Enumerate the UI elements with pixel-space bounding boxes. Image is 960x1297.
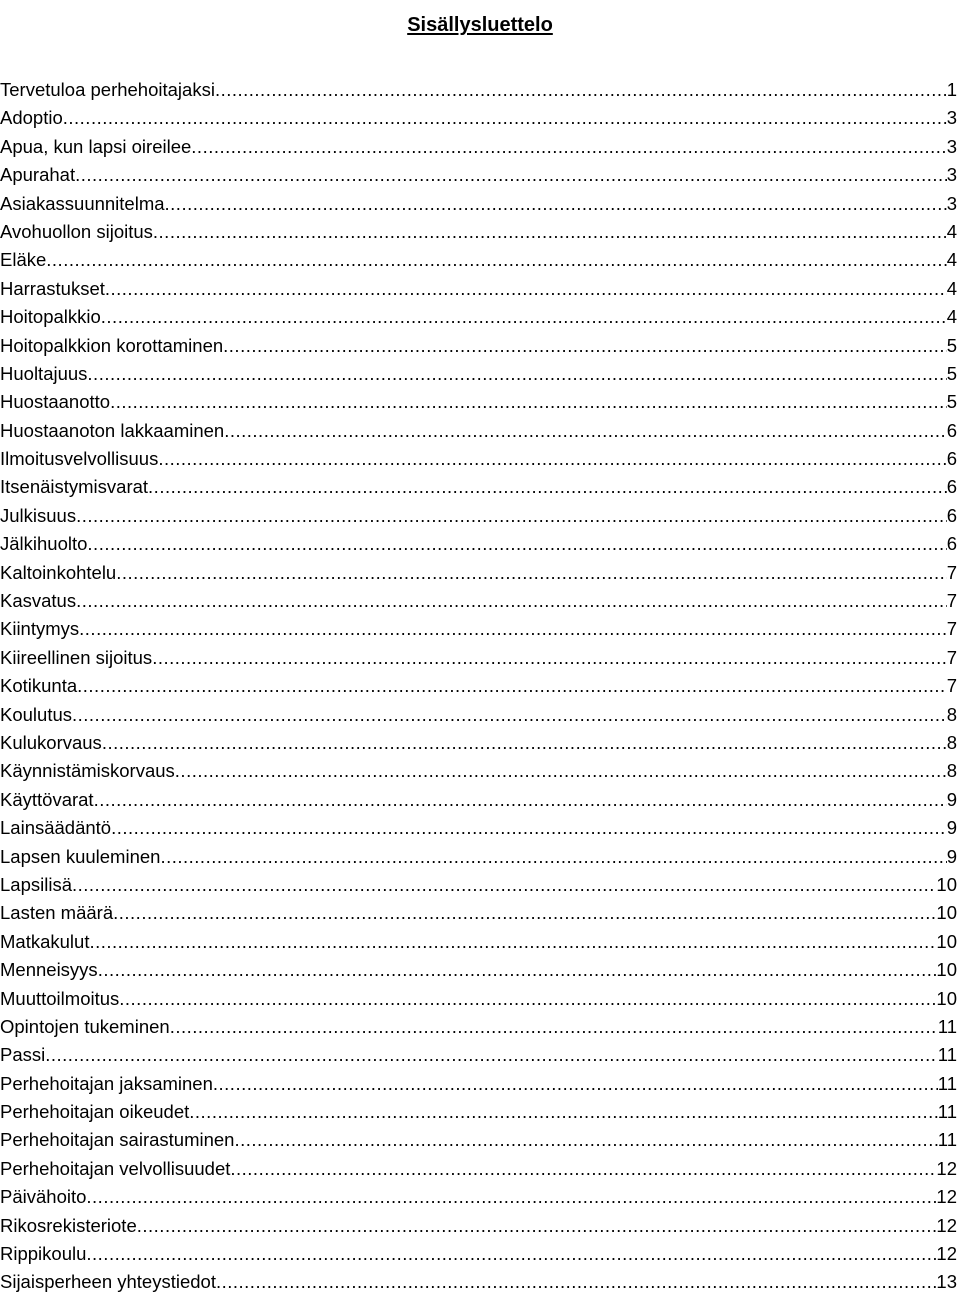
toc-entry-page-number: 12: [936, 1157, 957, 1179]
toc-entry-page-number: 11: [937, 1015, 957, 1037]
toc-entry-label: Perhehoitajan oikeudet: [0, 1101, 190, 1123]
toc-entry-page-number: 12: [936, 1186, 957, 1208]
toc-entry-page-number: 10: [936, 987, 957, 1009]
toc-entry-page-number: 10: [936, 902, 957, 924]
toc-entry[interactable]: [0, 1212, 957, 1240]
toc-dot-leader: [170, 1013, 938, 1041]
toc-dot-leader: [98, 956, 937, 984]
toc-entry-page-number: 10: [936, 930, 957, 952]
toc-entry[interactable]: [0, 786, 957, 814]
toc-entry-page-number: 13: [936, 1271, 957, 1293]
toc-entry-page-number: 12: [936, 1243, 957, 1265]
toc-dot-leader: [76, 502, 947, 530]
toc-entry-label: Avohuollon sijoitus: [0, 220, 153, 242]
toc-entry-label: Huoltajuus: [0, 362, 88, 384]
toc-entry-page-number: 1: [946, 79, 957, 100]
toc-dot-leader: [76, 587, 947, 615]
toc-entry-page-number: 8: [946, 760, 957, 782]
toc-entry[interactable]: [0, 388, 957, 416]
toc-entry[interactable]: [0, 473, 957, 501]
table-of-contents: [0, 76, 957, 1297]
toc-entry-label: Ilmoitusvelvollisuus: [0, 448, 159, 470]
toc-entry-page-number: 11: [937, 1072, 957, 1094]
toc-dot-leader: [94, 786, 947, 814]
toc-dot-leader: [63, 104, 947, 132]
toc-entry-label: Lainsäädäntö: [0, 817, 112, 839]
toc-entry-label: Apurahat: [0, 164, 76, 186]
toc-entry-page-number: 6: [946, 448, 957, 470]
toc-entry-label: Asiakassuunnitelma: [0, 192, 165, 214]
toc-entry-label: Adoptio: [0, 107, 63, 129]
toc-entry[interactable]: [0, 1041, 957, 1069]
toc-entry-label: Tervetuloa perhehoitajaksi: [0, 79, 215, 100]
toc-entry[interactable]: [0, 644, 957, 672]
toc-entry-label: Perhehoitajan velvollisuudet: [0, 1157, 231, 1179]
toc-entry[interactable]: [0, 899, 957, 927]
toc-entry-page-number: 3: [946, 192, 957, 214]
toc-dot-leader: [87, 530, 946, 558]
toc-entry[interactable]: [0, 530, 957, 558]
toc-entry[interactable]: [0, 1013, 957, 1041]
toc-entry[interactable]: [0, 218, 957, 246]
toc-dot-leader: [224, 417, 946, 445]
toc-entry-label: Julkisuus: [0, 504, 77, 526]
toc-entry-page-number: 7: [946, 590, 957, 612]
toc-entry-label: Perhehoitajan sairastuminen: [0, 1129, 235, 1151]
toc-entry-label: Koulutus: [0, 703, 72, 725]
toc-entry-label: Jälkihuolto: [0, 533, 88, 555]
toc-entry-page-number: 10: [936, 959, 957, 981]
toc-entry-label: Kaltoinkohtelu: [0, 561, 117, 583]
toc-entry[interactable]: [0, 161, 957, 189]
toc-dot-leader: [86, 1183, 936, 1211]
toc-dot-leader: [45, 1041, 938, 1069]
toc-entry-page-number: 3: [946, 164, 957, 186]
toc-dot-leader: [101, 303, 947, 331]
toc-entry-page-number: 9: [946, 845, 957, 867]
toc-entry-page-number: 11: [937, 1044, 957, 1066]
toc-entry[interactable]: [0, 1070, 957, 1098]
toc-dot-leader: [75, 161, 947, 189]
toc-entry[interactable]: [0, 1155, 957, 1183]
toc-dot-leader: [189, 1098, 938, 1126]
toc-dot-leader: [72, 871, 936, 899]
toc-entry-page-number: 7: [946, 646, 957, 668]
toc-entry[interactable]: [0, 445, 957, 473]
toc-entry-label: Passi: [0, 1044, 46, 1066]
toc-dot-leader: [79, 615, 947, 643]
toc-dot-leader: [46, 246, 946, 274]
toc-entry[interactable]: [0, 133, 957, 161]
toc-entry-page-number: 8: [946, 731, 957, 753]
toc-entry[interactable]: [0, 332, 957, 360]
toc-entry-label: Kiireellinen sijoitus: [0, 646, 153, 668]
toc-entry[interactable]: [0, 417, 957, 445]
toc-entry-label: Kiintymys: [0, 618, 80, 640]
toc-entry-page-number: 7: [946, 561, 957, 583]
toc-entry-page-number: 6: [946, 504, 957, 526]
toc-entry-label: Rippikoulu: [0, 1243, 87, 1265]
toc-entry[interactable]: [0, 701, 957, 729]
toc-entry-page-number: 12: [936, 1214, 957, 1236]
toc-entry-label: Hoitopalkkion korottaminen: [0, 334, 224, 356]
toc-entry[interactable]: [0, 814, 957, 842]
toc-dot-leader: [137, 1212, 937, 1240]
toc-entry-page-number: 6: [946, 533, 957, 555]
toc-entry-page-number: 7: [946, 675, 957, 697]
toc-dot-leader: [89, 928, 936, 956]
toc-entry-label: Muuttoilmoitus: [0, 987, 120, 1009]
toc-entry-page-number: 9: [946, 817, 957, 839]
toc-dot-leader: [148, 473, 947, 501]
toc-entry-label: Perhehoitajan jaksaminen: [0, 1072, 213, 1094]
toc-entry[interactable]: [0, 303, 957, 331]
toc-dot-leader: [119, 985, 936, 1013]
toc-entry[interactable]: [0, 615, 957, 643]
toc-entry-page-number: 11: [937, 1101, 957, 1123]
toc-entry-page-number: 3: [946, 107, 957, 129]
toc-entry-page-number: 4: [946, 277, 957, 299]
toc-dot-leader: [223, 332, 947, 360]
toc-entry[interactable]: [0, 275, 957, 303]
toc-dot-leader: [113, 899, 936, 927]
toc-entry-page-number: 9: [946, 788, 957, 810]
toc-dot-leader: [87, 360, 946, 388]
toc-entry[interactable]: [0, 672, 957, 700]
toc-entry-label: Kotikunta: [0, 675, 78, 697]
toc-entry-page-number: 7: [946, 618, 957, 640]
toc-entry-page-number: 4: [946, 306, 957, 328]
toc-dot-leader: [191, 133, 946, 161]
toc-entry-page-number: 11: [937, 1129, 957, 1151]
toc-entry-page-number: 6: [946, 476, 957, 498]
toc-entry[interactable]: [0, 928, 957, 956]
toc-entry[interactable]: [0, 190, 957, 218]
toc-dot-leader: [152, 644, 947, 672]
toc-entry-label: Menneisyys: [0, 959, 98, 981]
toc-entry-label: Käynnistämiskorvaus: [0, 760, 175, 782]
toc-entry[interactable]: [0, 104, 957, 132]
toc-entry-label: Eläke: [0, 249, 47, 271]
toc-entry[interactable]: [0, 956, 957, 984]
toc-dot-leader: [77, 672, 947, 700]
toc-entry-page-number: 5: [946, 391, 957, 413]
toc-entry-label: Käyttövarat: [0, 788, 94, 810]
toc-entry-label: Kasvatus: [0, 590, 77, 612]
toc-entry-page-number: 3: [946, 135, 957, 157]
toc-dot-leader: [102, 729, 947, 757]
toc-dot-leader: [153, 218, 947, 246]
toc-dot-leader: [215, 76, 947, 104]
toc-dot-leader: [86, 1240, 936, 1268]
toc-dot-leader: [234, 1126, 937, 1154]
toc-entry-label: Apua, kun lapsi oireilee: [0, 135, 192, 157]
toc-entry-page-number: 10: [936, 873, 957, 895]
toc-entry-label: Päivähoito: [0, 1186, 87, 1208]
toc-entry[interactable]: [0, 559, 957, 587]
toc-dot-leader: [116, 559, 946, 587]
toc-entry-label: Sijaisperheen yhteystiedot: [0, 1271, 216, 1293]
toc-dot-leader: [165, 190, 947, 218]
toc-entry-label: Huostaanotto: [0, 391, 111, 413]
toc-entry-label: Lapsen kuuleminen: [0, 845, 161, 867]
toc-entry-label: Opintojen tukeminen: [0, 1015, 170, 1037]
toc-entry-label: Harrastukset: [0, 277, 105, 299]
toc-entry-label: Hoitopalkkio: [0, 306, 101, 328]
toc-entry-label: Matkakulut: [0, 930, 90, 952]
toc-dot-leader: [111, 814, 947, 842]
toc-entry[interactable]: [0, 871, 957, 899]
toc-entry-label: Itsenäistymisvarat: [0, 476, 149, 498]
toc-dot-leader: [175, 757, 947, 785]
toc-entry-page-number: 4: [946, 220, 957, 242]
toc-entry-page-number: 4: [946, 249, 957, 271]
toc-entry[interactable]: [0, 843, 957, 871]
toc-dot-leader: [230, 1155, 936, 1183]
toc-entry[interactable]: [0, 246, 957, 274]
toc-entry-label: Lasten määrä: [0, 902, 114, 924]
toc-entry-label: Kulukorvaus: [0, 731, 102, 753]
toc-entry[interactable]: [0, 729, 957, 757]
toc-entry-page-number: 5: [946, 334, 957, 356]
toc-entry[interactable]: [0, 1240, 957, 1268]
toc-entry-page-number: 5: [946, 362, 957, 384]
toc-dot-leader: [105, 275, 947, 303]
toc-title: Sisällysluettelo: [407, 14, 553, 37]
toc-entry-label: Huostaanoton lakkaaminen: [0, 419, 225, 441]
toc-entry-page-number: 8: [946, 703, 957, 725]
toc-dot-leader: [213, 1070, 938, 1098]
toc-entry-label: Lapsilisä: [0, 873, 72, 895]
toc-dot-leader: [160, 843, 946, 871]
toc-entry[interactable]: [0, 1183, 957, 1211]
toc-entry[interactable]: [0, 360, 957, 388]
toc-entry-page-number: 6: [946, 419, 957, 441]
toc-dot-leader: [158, 445, 946, 473]
toc-entry[interactable]: [0, 985, 957, 1013]
toc-entry[interactable]: [0, 76, 957, 104]
toc-dot-leader: [216, 1268, 936, 1296]
toc-dot-leader: [110, 388, 947, 416]
toc-entry[interactable]: [0, 1098, 957, 1126]
toc-entry[interactable]: [0, 587, 957, 615]
toc-entry[interactable]: [0, 757, 957, 785]
toc-entry[interactable]: [0, 1126, 957, 1154]
toc-dot-leader: [72, 701, 947, 729]
toc-entry[interactable]: [0, 1268, 957, 1296]
toc-entry-label: Rikosrekisteriote: [0, 1214, 137, 1236]
toc-entry[interactable]: [0, 502, 957, 530]
